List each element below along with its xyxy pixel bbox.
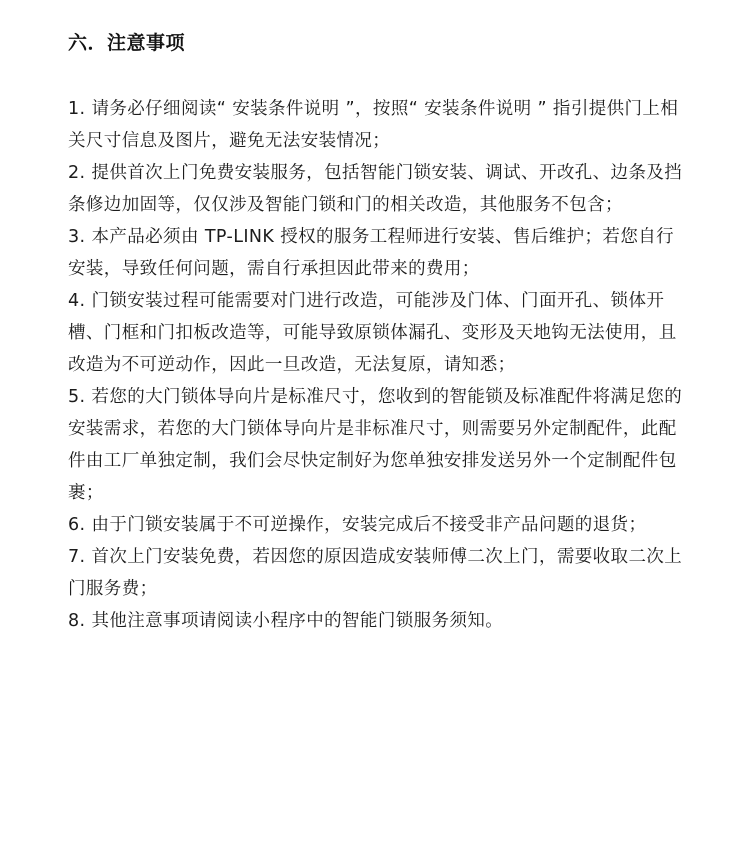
notice-item-8: 8. 其他注意事项请阅读小程序中的智能门锁服务须知。 (68, 611, 504, 631)
notice-item-1: 1. 请务必仔细阅读“ 安装条件说明 ”，按照“ 安装条件说明 ” 指引提供门上相关尺寸信息及图片，避免无法安装情况； (68, 99, 679, 151)
notice-item-4: 4. 门锁安装过程可能需要对门进行改造，可能涉及门体、门面开孔、锁体开槽、门框和门扣板改造等，可能导致原锁体漏孔、变形及天地钩无法使用，且改造为不可逆动作，因此一旦改造，无法复原，请知悉； (68, 291, 677, 375)
notice-item-2: 2. 提供首次上门免费安装服务，包括智能门锁安装、调试、开改孔、边条及挡条修边加固等，仅仅涉及智能门锁和门的相关改造，其他服务不包含； (68, 163, 683, 215)
notice-item-5: 5. 若您的大门锁体导向片是标准尺寸，您收到的智能锁及标准配件将满足您的安装需求，若您的大门锁体导向片是非标准尺寸，则需要另外定制配件，此配件由工厂单独定制，我们会尽快定制好为您单独安排发送另外一个定制配件包裹； (68, 387, 683, 503)
notice-item-7: 7. 首次上门安装免费，若因您的原因造成安装师傅二次上门，需要收取二次上门服务费； (68, 547, 683, 599)
notice-list (68, 93, 690, 637)
section-title: 六．注意事项 (68, 32, 186, 54)
notice-item-6: 6. 由于门锁安装属于不可逆操作，安装完成后不接受非产品问题的退货； (68, 515, 647, 535)
notice-item-3: 3. 本产品必须由 TP-LINK 授权的服务工程师进行安装、售后维护；若您自行安装，导致任何问题，需自行承担因此带来的费用； (68, 227, 675, 279)
